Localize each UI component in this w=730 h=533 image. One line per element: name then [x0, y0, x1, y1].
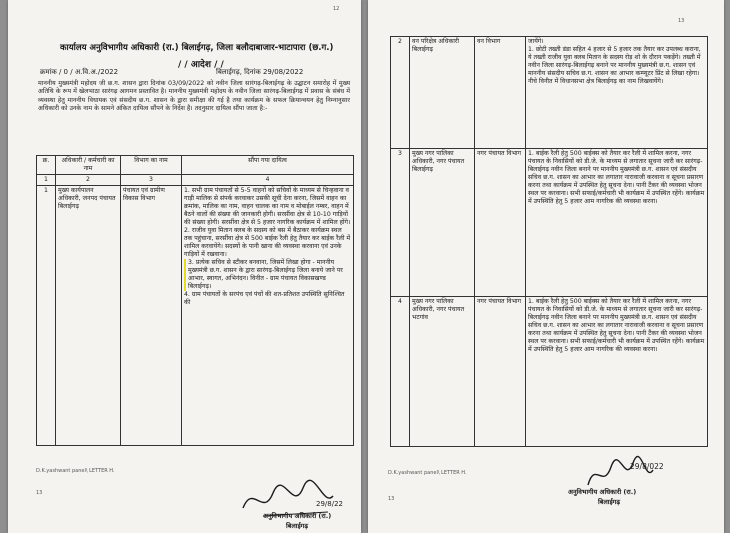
row-duties: 1. बाईक रैली हेतु 500 बाईक्स को तैयार कर रैली में शामिल करना, नगर पंचायत के निवासियों को डी.जे. के माध्यम से लगातार सूचना जारी कर सारंगढ़-बिलाईगढ़ नवीन जिला बनाने पर माननीय मुख्यमंत्री छ.ग. शासन एवं संसदीय सचिव छ.ग. शासन का आभार का लगातार नारावाजी करवाना व सूचना प्रसारण करना तथा कार्यक्रम में उपस्थित हेतु सूचना देना। पानी टैंकर की व्यवस्था भोजन स्थल पर करवाना। सभी सफाई/कर्मचारी भी कार्यक्रम में उपस्थित रहेंगे। कार्यक्रम में उपस्थिति हेतु 5 हजार आम नागरिक की व्यवस्था करना।	[526, 297, 708, 447]
col-number-2: 2	[56, 175, 121, 186]
row-sno: 4	[391, 297, 410, 447]
header-duties: सौंपा गया दायित्व	[182, 156, 354, 175]
duty-item: 2. राजीव युवा मितान क्लब के सदस्य को बस में बैठाकर कार्यक्रम स्थल तक पहुंचाना, सरसींवा क्षेत्र से 500 बाईक रैली हेतु तैयार कर बाईक रैली में शामिल करवायेंगे। सदस्यों के पानी खाना की व्यवस्था करवाना एवं उनके गाड़ियों में रखवाना।	[184, 227, 351, 258]
header-officer: अधिकारी / कर्मचारी का नाम	[56, 156, 121, 175]
row-dept: वन विभाग	[475, 37, 526, 149]
order-body: माननीय मुख्यमंत्री महोदय जी छ.ग. शासन द्वारा दिनांक 03/09/2022 को नवीन जिला सारंगढ़-बिलाईगढ़ के उद्घाटन समारोह में मुख्य अतिथि के रूप में खेलभाठा सारंगढ़ आगमन प्रस्तावित है। माननीय मुख्यमंत्री महोदय के नवीन जिला सारंगढ़-बिलाईगढ़ में प्रवास के संबंध में व्यवस्था हेतु माननीय विधायक एवं संसदीय छ.ग. शासन के द्वारा समीक्षा की गई है तथा कार्यक्रम के सफल क्रियान्वयन हेतु निम्नानुसार अधिकारी को उनके नाम के सामने अंकित दायित्व सौंपने के निर्देश है। तदनुसार दायित्व सौंपा जाता है:-	[38, 80, 350, 112]
office-title: कार्यालय अनुविभागीय अधिकारी (रा.) बिलाईगढ़, जिला बलौदाबाजार-भाटापारा (छ.ग.)	[60, 43, 334, 53]
row-dept: नगर पंचायत विभाग	[475, 149, 526, 297]
signatory-title: अनुविभागीय अधिकारी (रा.)	[568, 488, 637, 496]
document-page-right	[368, 0, 724, 533]
row-duties	[182, 186, 354, 446]
row-officer: मुख्य नगर पालिका अधिकारी, नगर पंचायत बिलाईगढ़	[410, 149, 475, 297]
row-sno: 3	[391, 149, 410, 297]
row-officer: मुख्य नगर पालिका अधिकारी, नगर पंचायत भटगांव	[410, 297, 475, 447]
page-number-top: 13	[678, 18, 685, 24]
col-number-3: 3	[121, 175, 182, 186]
order-ref-number: क्रमांक / 0 / अ.वि.अ./2022	[40, 68, 119, 76]
footer-page-number: 13	[36, 490, 43, 496]
row-officer: मुख्य कार्यपालन अधिकारी, जनपद पंचायत बिलाईगढ़	[56, 186, 121, 446]
footer-page-number: 13	[388, 496, 395, 502]
signatory-place: बिलाईगढ़	[598, 498, 620, 506]
col-number-4: 4	[182, 175, 354, 186]
footer-label: D.K.yashwant panel\ LETTER H.	[36, 468, 115, 474]
document-page-left	[8, 0, 361, 533]
signatory-title: अनुविभागीय अधिकारी (रा.)	[263, 512, 332, 520]
row-duties: 1. बाईक रैली हेतु 500 बाईक्स को तैयार कर रैली में शामिल करना, नगर पंचायत के निवासियों को डी.जे. के माध्यम से लगातार सूचना जारी कर सारंगढ़-बिलाईगढ़ नवीन जिला बनाने पर माननीय मुख्यमंत्री छ.ग. शासन एवं संसदीय सचिव छ.ग. शासन का आभार का लगातार नारावाजी करवाना व सूचना प्रसारण करना तथा कार्यक्रम में उपस्थित हेतु सूचना देना। पानी टैंकर की व्यवस्था भोजन स्थल पर करवाना। सभी सफाई/कर्मचारी भी कार्यक्रम में उपस्थित रहेंगे। कार्यक्रम में उपस्थिति हेतु 5 हजार आम नागरिक की व्यवस्था करना।	[526, 149, 708, 297]
header-sno: क्र.	[37, 156, 56, 175]
footer-label: D.K.yashwant panel\ LETTER H.	[388, 470, 467, 476]
row-officer: वन परिक्षेत्र अधिकारी बिलाईगढ़	[410, 37, 475, 149]
duty-item: 4. ग्राम पंचायतों के सरपंच एवं पंचों की शत-प्रतिशत उपस्थिति सुनिश्चित की	[184, 291, 345, 306]
row-duties: जायेंगे। 1. छोटी तख्ती डंडा सहित 4 हजार से 5 हजार तक तैयार कर उपलब्ध कराना, ये तख्ती राजीव युवा क्लब मितान के सदस्य रोड़ शो के दौरान पकड़ेंगे। तख्ती में नवीन जिला सारंगढ़-बिलाईगढ़ बनाने पर माननीय मुख्यमंत्री छ.ग. शासन एवं माननीय संसदीय सचिव छ.ग. शासन का आभार कम्प्यूटर प्रिंट से लिखा रहेगा। नीचे विनीत में विधानसभा क्षेत्र बिलाईगढ़ का नाम लिखवायेंगे।	[526, 37, 708, 149]
order-title: / / आदेश / /	[178, 60, 224, 70]
page-number-top: 12	[333, 6, 340, 12]
signature-date: 29/8/022	[630, 462, 664, 471]
row-dept: पंचायत एवं ग्रामीण विकास विभाग	[121, 186, 182, 446]
header-dept: विभाग का नाम	[121, 156, 182, 175]
signatory-place: बिलाईगढ़	[286, 522, 308, 530]
duty-table-left	[36, 155, 354, 446]
row-sno: 2	[391, 37, 410, 149]
row-sno: 1	[37, 186, 56, 446]
row-dept: नगर पंचायत विभाग	[475, 297, 526, 447]
signature-date: 29/8/22	[316, 500, 343, 508]
duty-item: 1. सभी ग्राम पंचायतों से 5-5 वाहनों को सचिवों के माध्यम से चिन्हवाना व गाड़ी मालिक से संपर्क करवाकर उसकी सूची देना करना, जिसमें वाहन का क्रमांक, मालिक का नाम, वाहन चालक का नाम व मोबाईल नम्बर, वाहन में बैठने वालों की संख्या की जानकारी होगी। सरसींवा क्षेत्र से 10-10 गाड़ियों की संख्या होगी। सरसींवा क्षेत्र से 5 हजार नागरिक कार्यक्रम में शामिल होंगे।	[184, 187, 351, 226]
duty-table-right	[390, 36, 708, 447]
col-number-1: 1	[37, 175, 56, 186]
duty-item-highlighted: 3. प्रत्येक सचिव से स्टीकर बनवाना, जिसमें लिखा होगा - माननीय मुख्यमंत्री छ.ग. शासन के द्वारा सारंगढ़-बिलाईगढ़ जिला बनाये जाने पर आभार, स्वागत, अभिनंदन। विनीत - ग्राम पंचायत विकासखण्ड बिलाईगढ़।	[184, 259, 351, 291]
order-date: बिलाईगढ़, दिनांक 29/08/2022	[216, 68, 304, 76]
